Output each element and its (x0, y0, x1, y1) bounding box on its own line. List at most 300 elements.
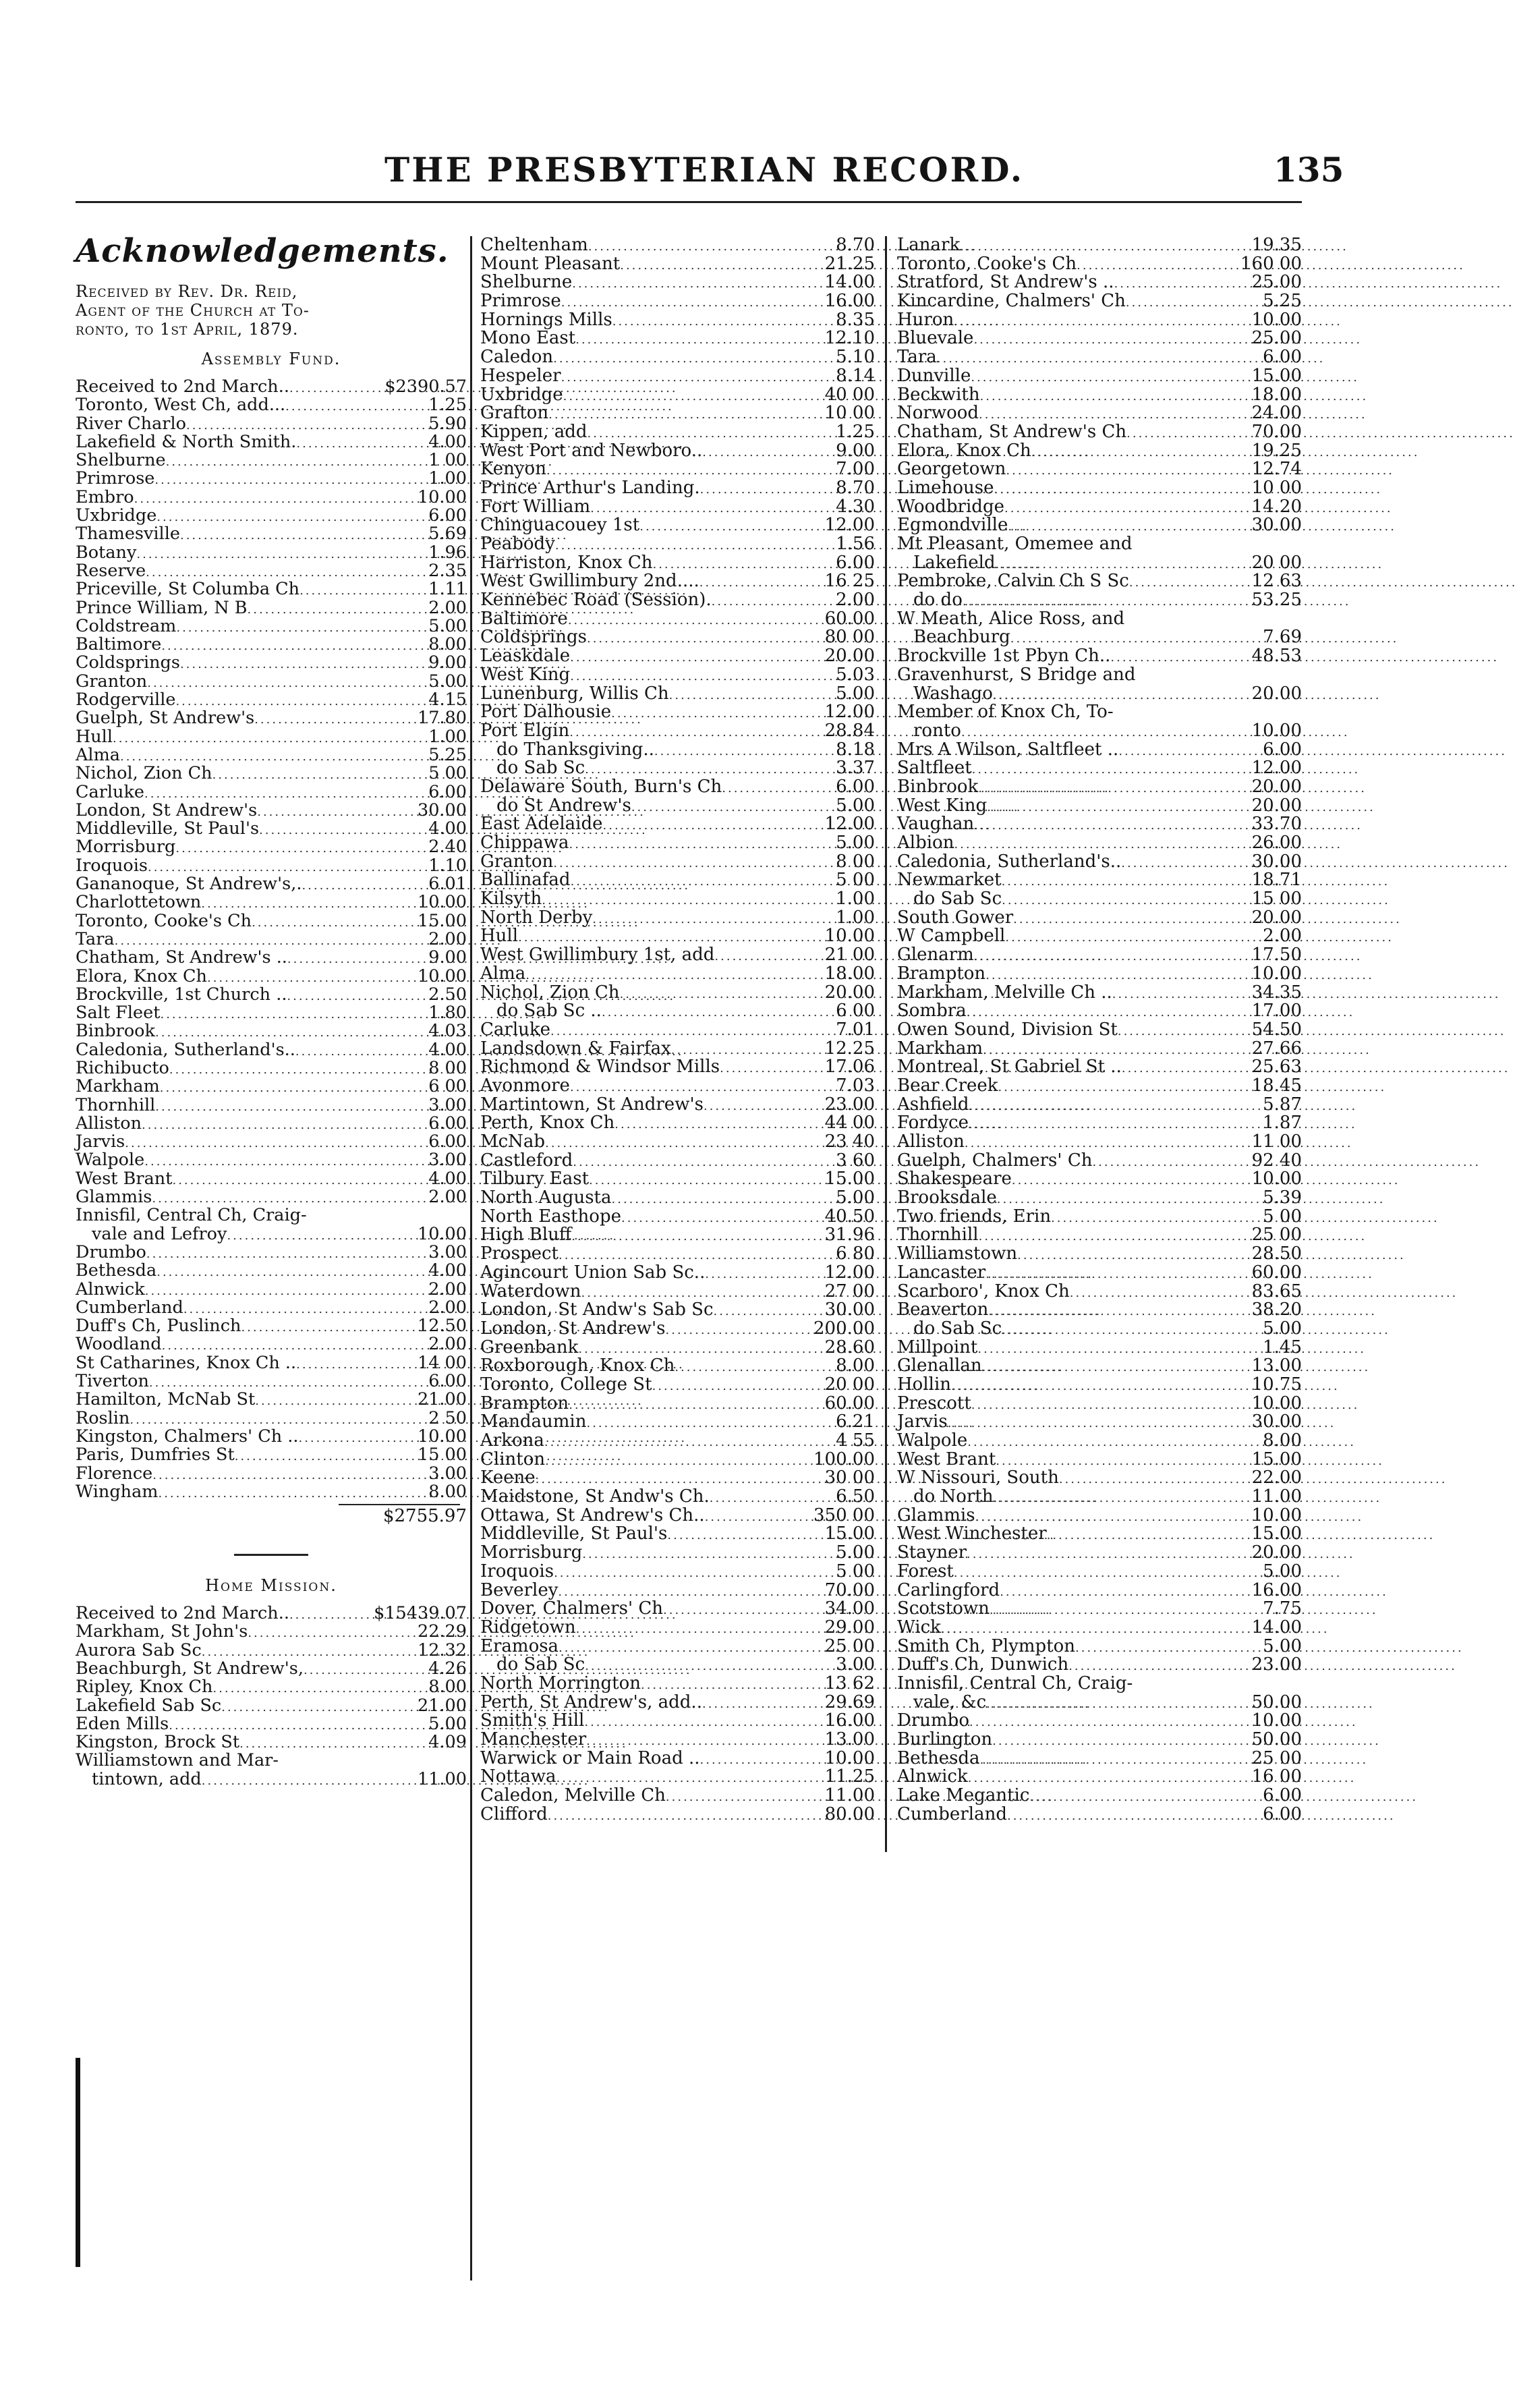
dot-leader (954, 312, 1249, 331)
list-item (897, 255, 1302, 274)
entry-name: London, St Andrew's (480, 1318, 666, 1339)
entry-amount: 5.87 (1263, 1094, 1302, 1115)
entry-amount: 15.00 (417, 910, 467, 931)
entry-amount: 2.00 (428, 1334, 467, 1355)
list-item (897, 1413, 1302, 1432)
list-item (76, 1446, 467, 1464)
entry-amount: 3 60 (836, 1150, 875, 1171)
dot-leader (969, 1115, 1252, 1134)
dot-leader (160, 1005, 417, 1024)
entry-name: Grafton (480, 403, 549, 424)
dot-leader (155, 1098, 417, 1116)
entry-name: Keene (480, 1467, 536, 1488)
list-item (480, 1002, 875, 1021)
list-item (76, 912, 467, 930)
entry-amount: 21.00 (417, 1389, 467, 1410)
dot-leader (299, 582, 417, 600)
entry-name: Elora, Knox Ch (897, 440, 1031, 461)
entry-amount: 25.00 (1251, 328, 1302, 349)
entry-name: Drumbo (76, 1241, 146, 1262)
dot-leader (720, 1059, 822, 1078)
entry-name: Cumberland (897, 1803, 1007, 1824)
entry-name: Kippen, add (480, 421, 588, 442)
list-item (897, 628, 1302, 647)
entry-amount: 7.00 (836, 459, 875, 480)
list-item (76, 1428, 467, 1446)
entry-name: Washago (913, 683, 993, 704)
list-item (76, 965, 467, 986)
dot-leader (180, 655, 417, 673)
list-item (76, 1022, 467, 1040)
list-item (897, 311, 1302, 330)
list-item (480, 1395, 875, 1413)
entry-name: River Charlo (76, 413, 186, 434)
entry-name: Clinton (480, 1449, 546, 1469)
list-item (897, 1544, 1302, 1563)
dot-leader (1122, 1059, 1249, 1078)
list-item (480, 1077, 875, 1096)
entry-name: Millpoint (897, 1337, 978, 1357)
entry-amount: 3.00 (428, 1241, 467, 1262)
dot-leader (1031, 443, 1249, 462)
list-item (76, 746, 467, 764)
entry-name: West Port and Newboro.. (480, 440, 703, 461)
entry-amount: 15.00 (1251, 365, 1302, 386)
list-item (76, 1354, 467, 1372)
entry-amount: 8.35 (836, 309, 875, 330)
dot-leader (988, 1302, 1249, 1321)
entry-name: Warwick or Main Road .. (480, 1747, 700, 1768)
dot-leader (142, 1116, 417, 1134)
dot-leader (241, 1318, 415, 1337)
dot-leader (180, 526, 417, 544)
entry-name: Kenyon (480, 459, 546, 480)
list-item (897, 1376, 1302, 1395)
right-list (897, 236, 1302, 1824)
list-item (480, 460, 875, 479)
list-item (897, 1432, 1302, 1451)
entry-name: Chatham, St Andrew's Ch (897, 421, 1127, 442)
dot-leader (134, 490, 415, 508)
entry-amount: 6.00 (428, 781, 467, 802)
list-item (897, 1189, 1302, 1208)
entry-amount: 3.00 (428, 1463, 467, 1484)
entry-amount: 70.00 (1251, 421, 1302, 442)
list-item (897, 610, 1302, 629)
list-item (480, 1805, 875, 1824)
entry-name: Waterdown (480, 1281, 581, 1301)
list-item (76, 1170, 467, 1188)
dot-leader (166, 453, 417, 471)
entry-name: Caledonia, Sutherland's.. (897, 851, 1122, 872)
entry-amount: 34.00 (824, 1598, 875, 1619)
entry-amount: 12.50 (417, 1316, 467, 1337)
entry-name: Toronto, Cooke's Ch (897, 253, 1077, 274)
entry-amount: 1.00 (428, 468, 467, 489)
entry-amount: 4.26 (428, 1658, 467, 1679)
entry-name: do North (913, 1486, 994, 1507)
entry-amount: 14.00 (824, 272, 875, 293)
dot-leader (154, 471, 417, 489)
list-item (76, 1243, 467, 1262)
entry-name: Thornhill (76, 1094, 156, 1115)
entry-name: Two friends, Erin (897, 1206, 1052, 1227)
dot-leader (982, 1358, 1249, 1377)
list-item (76, 1604, 467, 1623)
list-item (76, 802, 467, 820)
list-item (897, 1040, 1302, 1059)
dot-leader (994, 480, 1249, 499)
entry-name: Roslin (76, 1407, 130, 1428)
dot-leader (973, 331, 1249, 349)
entry-name: Smith's Hill (480, 1710, 585, 1731)
entry-amount: 9.00 (836, 440, 875, 461)
column-divider (885, 236, 887, 1852)
list-item (76, 673, 467, 691)
entry-amount: 4.00 (428, 431, 467, 452)
entry-amount: 6 00 (836, 1001, 875, 1021)
entry-name: vale, &c (913, 1691, 987, 1712)
entry-name: Burlington (897, 1729, 993, 1749)
entry-amount: 2.50 (428, 984, 467, 1005)
entry-amount: 13.00 (824, 1729, 875, 1749)
entry-amount: 33.70 (1251, 814, 1302, 835)
entry-amount: 8.00 (836, 1355, 875, 1376)
entry-amount: 13.00 (1251, 1355, 1302, 1376)
dot-leader (1000, 1583, 1249, 1602)
dot-leader (1114, 275, 1249, 293)
entry-amount: 16 25 (824, 571, 875, 592)
dot-leader (160, 1079, 417, 1097)
dot-leader (561, 368, 825, 387)
entry-name: Brampton (897, 963, 986, 984)
entry-amount: 25 00 (824, 1635, 875, 1656)
entry-amount: 27 00 (824, 1281, 875, 1301)
dot-leader (571, 1227, 822, 1246)
entry-amount: 15.00 (824, 1523, 875, 1544)
list-item (76, 378, 467, 396)
entry-amount: 5.25 (1263, 291, 1302, 312)
entry-amount: 12.10 (824, 328, 875, 349)
list-item (480, 535, 875, 554)
entry-name: Greenbank (480, 1337, 579, 1357)
list-item (897, 890, 1302, 909)
list-item (480, 348, 875, 367)
dot-leader (654, 742, 825, 761)
entry-name: Nichol, Zion Ch (76, 763, 212, 784)
dot-leader (667, 1526, 822, 1545)
entry-name: Wick (897, 1617, 941, 1637)
entry-name: Kingston, Brock St (76, 1732, 240, 1753)
list-item (480, 1114, 875, 1133)
list-item (897, 498, 1302, 517)
entry-amount: 30 00 (824, 1467, 875, 1488)
list-item (480, 1208, 875, 1227)
list-item (480, 722, 875, 741)
entry-name: Bluevale (897, 328, 974, 349)
dot-leader (158, 1484, 417, 1503)
entry-name: Smith Ch, Plympton (897, 1635, 1076, 1656)
dot-leader (152, 1466, 417, 1484)
entry-amount: 350 00 (813, 1505, 875, 1525)
entry-amount: 10.00 (1251, 1169, 1302, 1189)
entry-amount: 38.20 (1251, 1299, 1302, 1320)
entry-amount: 12.00 (824, 702, 875, 723)
dot-leader (971, 368, 1249, 387)
entry-name: Richibucto (76, 1057, 169, 1078)
entry-name: Caledon (480, 347, 554, 368)
entry-amount: 1.87 (1263, 1113, 1302, 1133)
dot-leader (998, 1078, 1249, 1097)
list-item (76, 1281, 467, 1299)
list-item (76, 1317, 467, 1335)
dot-leader (212, 1679, 417, 1698)
list-item (76, 654, 467, 672)
dot-leader (553, 349, 825, 368)
entry-amount: 6.00 (836, 776, 875, 797)
entry-amount: 4.00 (428, 1168, 467, 1189)
entry-name: Toronto, College St (480, 1374, 652, 1395)
list-item (480, 273, 875, 292)
entry-amount: 20.00 (1251, 795, 1302, 816)
list-item (897, 1058, 1302, 1077)
entry-amount: 80.00 (824, 1803, 875, 1824)
entry-name: Mandaumin (480, 1411, 587, 1432)
assembly-fund-heading: Assembly Fund. (201, 349, 341, 368)
list-item (76, 1770, 467, 1789)
entry-name: Brampton (480, 1393, 569, 1413)
entry-name: East Adelaide (480, 814, 603, 835)
entry-name: Elora, Knox Ch (76, 965, 207, 986)
dot-leader (602, 1003, 825, 1022)
entry-name: Prince William, N B (76, 597, 248, 618)
entry-name: Eramosa (480, 1635, 559, 1656)
entry-amount: 28.60 (824, 1337, 875, 1357)
dot-leader (699, 573, 822, 592)
entry-name: Leaskdale (480, 646, 571, 667)
list-item (76, 875, 467, 893)
entry-name: Reserve (76, 560, 146, 581)
entry-amount: 11.00 (824, 1785, 875, 1806)
entry-amount: 5.00 (428, 671, 467, 692)
dot-leader (611, 704, 822, 723)
entry-amount: 1.00 (836, 907, 875, 928)
dot-leader (259, 821, 417, 839)
list-item (480, 1040, 875, 1059)
entry-name: Arkona (480, 1430, 544, 1451)
entry-amount: 15.00 (1251, 1449, 1302, 1469)
dot-leader (971, 1396, 1249, 1415)
entry-name: Florence (76, 1463, 153, 1484)
entry-amount: 4.30 (836, 496, 875, 517)
list-item (76, 893, 467, 912)
list-item (76, 525, 467, 543)
list-item (480, 329, 875, 348)
entry-amount: 25.00 (1251, 272, 1302, 293)
list-item (76, 1642, 467, 1660)
dot-leader (974, 947, 1249, 966)
entry-amount: 9.00 (428, 652, 467, 673)
list-item (480, 703, 875, 722)
list-item (480, 759, 875, 778)
list-item (76, 1391, 467, 1409)
entry-amount: 2.00 (836, 590, 875, 611)
dot-leader (621, 1209, 822, 1228)
list-item (480, 965, 875, 984)
entry-amount: 21.00 (417, 1695, 467, 1716)
entry-name: Member of Knox Ch, To- (897, 702, 1114, 723)
list-item (897, 386, 1302, 405)
entry-name: Shelburne (480, 272, 573, 293)
entry-name: Thamesville (76, 524, 180, 544)
entry-name: do Sab Sc (496, 1654, 585, 1675)
entry-name: Avonmore (480, 1075, 570, 1096)
entry-amount: 5.00 (836, 795, 875, 816)
entry-name: Harriston, Knox Ch (480, 552, 653, 573)
dot-leader (1118, 1022, 1249, 1041)
list-item (480, 1245, 875, 1264)
entry-amount: 25.63 (1251, 1057, 1302, 1077)
list-item (76, 930, 467, 949)
entry-name: Uxbridge (76, 505, 157, 526)
entry-name: Morrisburg (76, 837, 176, 858)
entry-amount: 20 00 (824, 1374, 875, 1395)
entry-amount: 8.00 (428, 1481, 467, 1502)
entry-name: Mount Pleasant (480, 253, 621, 274)
entry-amount: 30.00 (417, 800, 467, 820)
entry-amount: 160 00 (1240, 253, 1302, 274)
list-item (480, 1469, 875, 1488)
entry-amount: 8.00 (428, 1677, 467, 1698)
entry-name: Kilsyth (480, 889, 542, 909)
list-item (76, 415, 467, 433)
entry-amount: 5.39 (1263, 1187, 1302, 1208)
dot-leader (586, 1414, 825, 1433)
entry-name: Newmarket (897, 870, 1002, 891)
entry-name: Charlottetown (76, 892, 202, 913)
entry-name: West Gwillimbury 2nd.... (480, 571, 699, 592)
entry-name: Lunenburg, Willis Ch (480, 683, 669, 704)
dot-leader (992, 1732, 1249, 1751)
list-item (897, 1600, 1302, 1619)
list-item (897, 759, 1302, 778)
dot-leader (570, 648, 822, 667)
entry-amount: 28.50 (1251, 1243, 1302, 1264)
entry-amount: 21.25 (824, 253, 875, 274)
list-item (76, 1041, 467, 1059)
entry-amount: 6.00 (1263, 1803, 1302, 1824)
dot-leader (1006, 461, 1249, 480)
entry-name: Drumbo (897, 1710, 969, 1731)
entry-amount: 17.06 (824, 1057, 875, 1077)
entry-name: Stratford, St Andrew's .. (897, 272, 1114, 293)
entry-name: W Meath, Alice Ross, and (897, 608, 1125, 629)
entry-amount: 8 00 (428, 1057, 467, 1078)
dot-leader (948, 1414, 1249, 1433)
entry-name: Toronto, Cooke's Ch (76, 910, 252, 931)
dot-leader (1070, 1284, 1249, 1303)
middle-column (480, 236, 875, 1824)
list-item (76, 1004, 467, 1022)
entry-amount: 12.00 (824, 1262, 875, 1283)
entry-amount: 16.00 (1251, 1579, 1302, 1600)
dot-leader (714, 947, 822, 966)
entry-name: Baltimore (76, 634, 162, 655)
list-item (480, 1283, 875, 1301)
dot-leader (1013, 910, 1249, 929)
dot-leader (666, 1788, 822, 1807)
list-item (897, 348, 1302, 367)
entry-amount: 30.00 (824, 1299, 875, 1320)
list-item (480, 423, 875, 442)
entry-amount: 11 00 (1251, 1131, 1302, 1152)
dot-leader (612, 1190, 826, 1209)
entry-amount: 100.00 (813, 1449, 875, 1469)
list-item (897, 984, 1302, 1003)
entry-name: Baltimore (480, 608, 568, 629)
entry-name: W Campbell (897, 926, 1006, 947)
dot-leader (1075, 1639, 1252, 1658)
dot-leader (1047, 1526, 1249, 1545)
list-item (480, 367, 875, 386)
dot-leader (980, 387, 1249, 406)
list-item (897, 535, 1302, 554)
dot-leader (705, 1265, 822, 1284)
entry-name: tintown, add (92, 1768, 202, 1789)
list-item (897, 1749, 1302, 1768)
list-item (897, 1693, 1302, 1712)
entry-name: Morrisburg (480, 1542, 583, 1563)
list-item (897, 1357, 1302, 1376)
dot-leader (559, 1639, 822, 1658)
entry-amount: 18.71 (1251, 870, 1302, 891)
entry-amount: 3.00 (836, 1654, 875, 1675)
entry-name: Hollin (897, 1374, 952, 1395)
dot-leader (1092, 1153, 1249, 1172)
entry-name: Alnwick (76, 1279, 145, 1299)
dot-leader (705, 1508, 811, 1527)
entry-amount: 10 00 (824, 403, 875, 424)
dot-leader (172, 1171, 417, 1189)
dot-leader (169, 1061, 417, 1079)
entry-amount: 31.96 (824, 1225, 875, 1245)
list-item (76, 507, 467, 525)
list-item (897, 1226, 1302, 1245)
dot-leader (704, 1097, 822, 1116)
list-item (480, 1021, 875, 1040)
entry-amount: 1.56 (836, 534, 875, 554)
entry-amount: 50.00 (1251, 1691, 1302, 1712)
home-mission-list (76, 1604, 467, 1789)
list-item (76, 1077, 467, 1096)
list-item (76, 1623, 467, 1641)
dot-leader (146, 1245, 417, 1263)
entry-amount: 20.00 (1251, 776, 1302, 797)
entry-name: Coldsprings (76, 652, 180, 673)
entry-amount: 44 00 (824, 1113, 875, 1133)
entry-amount: 5.00 (836, 1542, 875, 1563)
entry-amount: 1.45 (1263, 1337, 1302, 1357)
entry-amount: 8.14 (836, 365, 875, 386)
entry-name: Peabody (480, 534, 555, 554)
list-item (897, 1712, 1302, 1731)
entry-amount: 7.75 (1263, 1598, 1302, 1619)
entry-amount: 8.70 (836, 235, 875, 255)
entry-amount: 10.00 (1251, 963, 1302, 984)
list-item (480, 1581, 875, 1600)
entry-amount: 6.00 (428, 1371, 467, 1392)
entry-amount: 16.00 (824, 291, 875, 312)
